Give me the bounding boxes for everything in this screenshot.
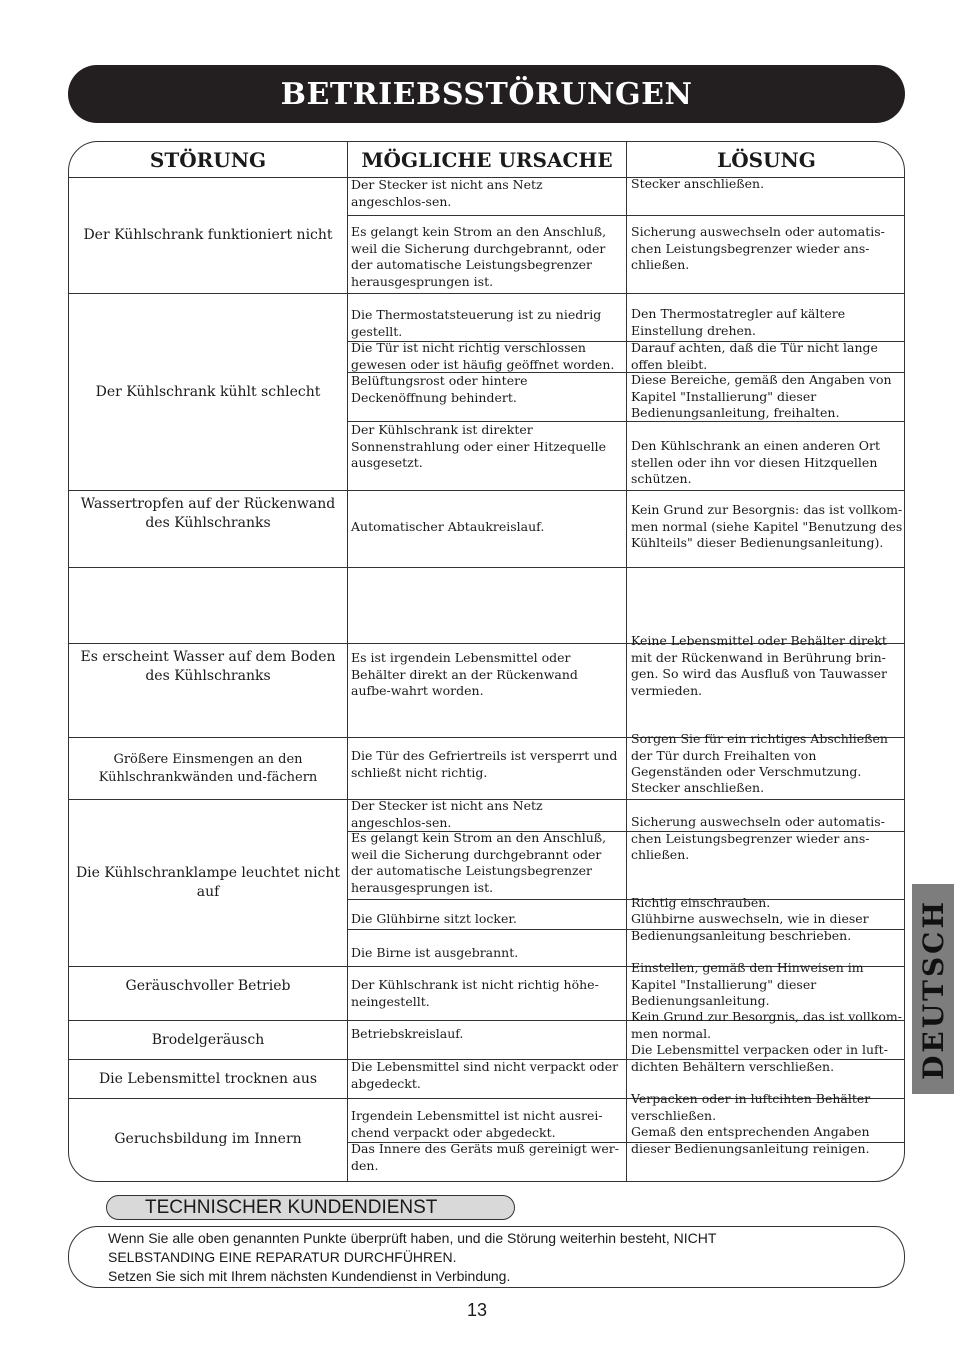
service-line: Setzen Sie sich mit Ihrem nächsten Kundendienst in Verbindung. [108,1268,511,1284]
problem-cell: Brodelgeräusch [151,1031,265,1048]
problem-cell: Wassertropfen auf der Rückenwand des Kühlschranks [80,496,336,531]
cause-cell: Es gelangt kein Strom an den Anschluß, weil die Sicherung durchgebrannt, oder der automatische Leistungsbegrenzer herausgesprungen ist. [351,224,607,289]
problem-cell: Der Kühlschrank funktioniert nicht [83,227,333,243]
solution-cell: Sicherung auswechseln oder automatis-chen Leistungsbegrenzer wieder ans-chließen. [631,224,885,272]
cause-cell: Die Lebensmittel sind nicht verpackt oder abgedeckt. [351,1059,619,1091]
problem-cell: Geruchsbildung im Innern [114,1130,302,1147]
troubleshooting-table [68,141,905,1182]
solution-cell: Verpacken oder in luftcihten Behälter verschließen. [631,1091,871,1123]
cause-cell: Die Glühbirne sitzt locker. [351,911,517,926]
language-tab [912,884,954,1094]
cause-cell: Das Innere des Geräts muß gereinigt wer-den. [351,1141,619,1173]
cause-cell: Die Birne ist ausgebrannt. [351,945,519,960]
solution-cell: Die Lebensmittel verpacken oder in luft-dichten Behältern verschließen. [631,1042,888,1074]
service-line: SELBSTANDING EINE REPARATUR DURCHFÜHREN. [108,1249,457,1265]
solution-cell: Sicherung auswechseln oder automatis-chen Leistungsbegrenzer wieder ans-chließen. [631,814,885,862]
cause-cell: Der Stecker ist nicht ans Netz angeschlos-sen. [351,798,543,830]
solution-cell: Diese Bereiche, gemäß den Angaben von Kapitel "Installierung" dieser Bedienungsanleitung, freihalten. [631,372,892,420]
solution-cell: Darauf achten, daß die Tür nicht lange offen bleibt. [631,340,878,372]
cause-cell: Der Stecker ist nicht ans Netz angeschlos-sen. [351,177,543,209]
solution-cell: Stecker anschließen. [631,780,765,795]
solution-cell: Glühbirne auswechseln, wie in dieser Bedienungsanleitung beschrieben. [631,911,869,943]
cause-cell: Die Tür des Gefriertreils ist versperrt und schließt nicht richtig. [351,748,618,780]
solution-cell: Keine Lebensmittel oder Behälter direkt mit der Rückenwand in Berührung brin-gen. So wird das Ausfluß von Tauwasser vermieden. [631,633,887,698]
language-tab-label: DEUTSCH [916,898,950,1080]
cause-cell: Belüftungsrost oder hintere Deckenöffnung behindert. [351,373,528,405]
header-problem: STÖRUNG [149,147,267,172]
problem-cell: Es erscheint Wasser auf dem Boden des Kühlschranks [80,649,336,684]
column-divider [347,142,348,1181]
solution-cell: Kein Grund zur Besorgnis, das ist vollkom-men normal. [631,1009,902,1041]
problem-cell: Größere Einsmengen an den Kühlschrankwänden und-fächern [98,751,318,785]
page-title: BETRIEBSSTÖRUNGEN [68,65,905,123]
cause-cell: Betriebskreislauf. [351,1026,464,1041]
page-number: 13 [466,1300,488,1320]
solution-cell: Gemaß den entsprechenden Angaben dieser Bedienungsanleitung reinigen. [631,1124,870,1156]
solution-cell: Den Thermostatregler auf kältere Einstellung drehen. [631,306,846,338]
service-text [108,1229,868,1286]
cause-cell: Irgendein Lebensmittel ist nicht ausrei-chend verpackt oder abgedeckt. [351,1108,603,1140]
solution-cell: Richtig einschrauben. [631,895,771,910]
problem-cell: Die Kühlschranklampe leuchtet nicht auf [75,865,341,900]
solution-cell: Stecker anschließen. [631,176,765,191]
problem-cell: Der Kühlschrank kühlt schlecht [95,383,321,400]
cause-cell: Der Kühlschrank ist direkter Sonnenstrahlung oder einer Hitzequelle ausgesetzt. [351,422,607,470]
solution-cell: Sorgen Sie für ein richtiges Abschließen der Tür durch Freihalten von Gegenständen oder Verschmutzung. [631,731,888,779]
service-heading: TECHNISCHER KUNDENDIENST [106,1195,515,1220]
service-line: Wenn Sie alle oben genannten Punkte überprüft haben, und die Störung weiterhin besteht, NICHT [108,1230,717,1246]
problem-cell: Geräuschvoller Betrieb [125,977,291,994]
solution-cell: Kein Grund zur Besorgnis: das ist vollkom-men normal (siehe Kapitel "Benutzung des Kühlteils" dieser Bedienungsanleitung). [631,502,903,550]
header-cause: MÖGLICHE URSACHE [361,147,613,172]
solution-cell: Den Kühlschrank an einen anderen Ort stellen oder ihn vor diesen Hitzquellen schützen. [631,438,880,486]
cause-cell: Automatischer Abtaukreislauf. [351,519,545,534]
cause-cell: Es gelangt kein Strom an den Anschluß, weil die Sicherung durchgebrannt oder der automatische Leistungsbegrenzer herausgesprungen ist. [351,830,607,895]
cause-cell: Der Kühlschrank ist nicht richtig höhe-neingestellt. [351,977,599,1009]
cause-cell: Es ist irgendein Lebensmittel oder Behälter direkt an der Rückenwand aufbe-wahrt worden. [351,650,578,698]
cause-cell: Die Thermostatsteuerung ist zu niedrig gestellt. [351,307,602,339]
solution-cell: Einstellen, gemäß den Hinweisen im Kapitel "Installierung" dieser Bedienungsanleitung. [631,960,864,1008]
header-solution: LÖSUNG [717,147,816,172]
problem-cell: Die Lebensmittel trocknen aus [98,1070,318,1087]
cause-cell: Die Tür ist nicht richtig verschlossen gewesen oder ist häufig geöffnet worden. [351,340,615,372]
column-divider [626,142,627,1181]
